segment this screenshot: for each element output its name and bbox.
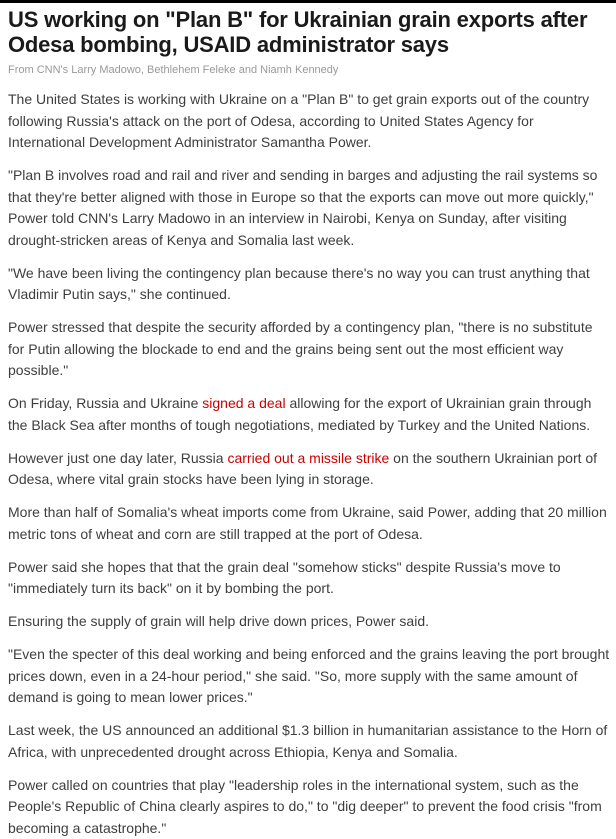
paragraph-text: Power stressed that despite the security afforded by a contingency plan, "there is no substitute for Putin allowing the blockade to end and the grains being sent out the most efficient way possible." — [8, 319, 593, 378]
paragraph-text: Last week, the US announced an additional $1.3 billion in humanitarian assistance to the Horn of Africa, with unprecedented drought across Ethiopia, Kenya and Somalia. — [8, 722, 607, 760]
paragraph-text: Power called on countries that play "leadership roles in the international system, such as the People's Republic of China clearly aspires to do," to "dig deeper" to prevent the food crisis "from becoming a catastrophe." — [8, 777, 602, 836]
headline: US working on "Plan B" for Ukrainian grain exports after Odesa bombing, USAID administrator says — [8, 7, 612, 57]
top-divider — [0, 0, 616, 3]
paragraph — [8, 720, 612, 763]
paragraph-text: However just one day later, Russia — [8, 450, 227, 466]
paragraph-text: Ensuring the supply of grain will help drive down prices, Power said. — [8, 613, 429, 629]
paragraph — [8, 448, 612, 491]
paragraph-text: More than half of Somalia's wheat imports come from Ukraine, said Power, adding that 20 million metric tons of wheat and corn are still trapped at the port of Odesa. — [8, 504, 607, 542]
paragraph — [8, 317, 612, 382]
paragraph — [8, 165, 612, 251]
paragraph-text: On Friday, Russia and Ukraine — [8, 395, 202, 411]
link-signed-a-deal[interactable]: signed a deal — [202, 395, 285, 411]
paragraph — [8, 393, 612, 436]
paragraph-text: The United States is working with Ukraine on a "Plan B" to get grain exports out of the country following Russia's attack on the port of Odesa, according to United States Agency for International Development Administrator Samantha Power. — [8, 91, 589, 150]
paragraph — [8, 263, 612, 306]
paragraph-text: "Even the specter of this deal working and being enforced and the grains leaving the port brought prices down, even in a 24-hour period," she said. "So, more supply with the same amount of demand is going to mean lower prices." — [8, 646, 609, 705]
paragraph — [8, 557, 612, 600]
byline: From CNN's Larry Madowo, Bethlehem Feleke and Niamh Kennedy — [8, 64, 612, 77]
paragraph — [8, 502, 612, 545]
paragraph — [8, 611, 612, 633]
paragraph — [8, 89, 612, 154]
paragraph-text: Power said she hopes that that the grain deal "somehow sticks" despite Russia's move to "immediately turn its back" on it by bombing the port. — [8, 559, 561, 597]
paragraph-text: "We have been living the contingency plan because there's no way you can trust anything that Vladimir Putin says," she continued. — [8, 265, 590, 303]
article-body — [8, 89, 612, 839]
paragraph-text: on the southern Ukrainian port of Odesa, where vital grain stocks have been lying in storage. — [8, 450, 597, 488]
paragraph-text: allowing for the export of Ukrainian grain through the Black Sea after months of tough negotiations, mediated by Turkey and the United Nations. — [8, 395, 591, 433]
article — [0, 7, 616, 839]
paragraph — [8, 775, 612, 839]
link-carried-out-a-missile-strike[interactable]: carried out a missile strike — [227, 450, 389, 466]
paragraph-text: "Plan B involves road and rail and river and sending in barges and adjusting the rail systems so that they're better aligned with those in Europe so that the exports can move out more quickly," Power told CNN's Larry Madowo in an interview in Nairobi, Kenya on Sunday, after visiting drought-stricken areas of Kenya and Somalia last week. — [8, 167, 597, 248]
paragraph — [8, 644, 612, 709]
